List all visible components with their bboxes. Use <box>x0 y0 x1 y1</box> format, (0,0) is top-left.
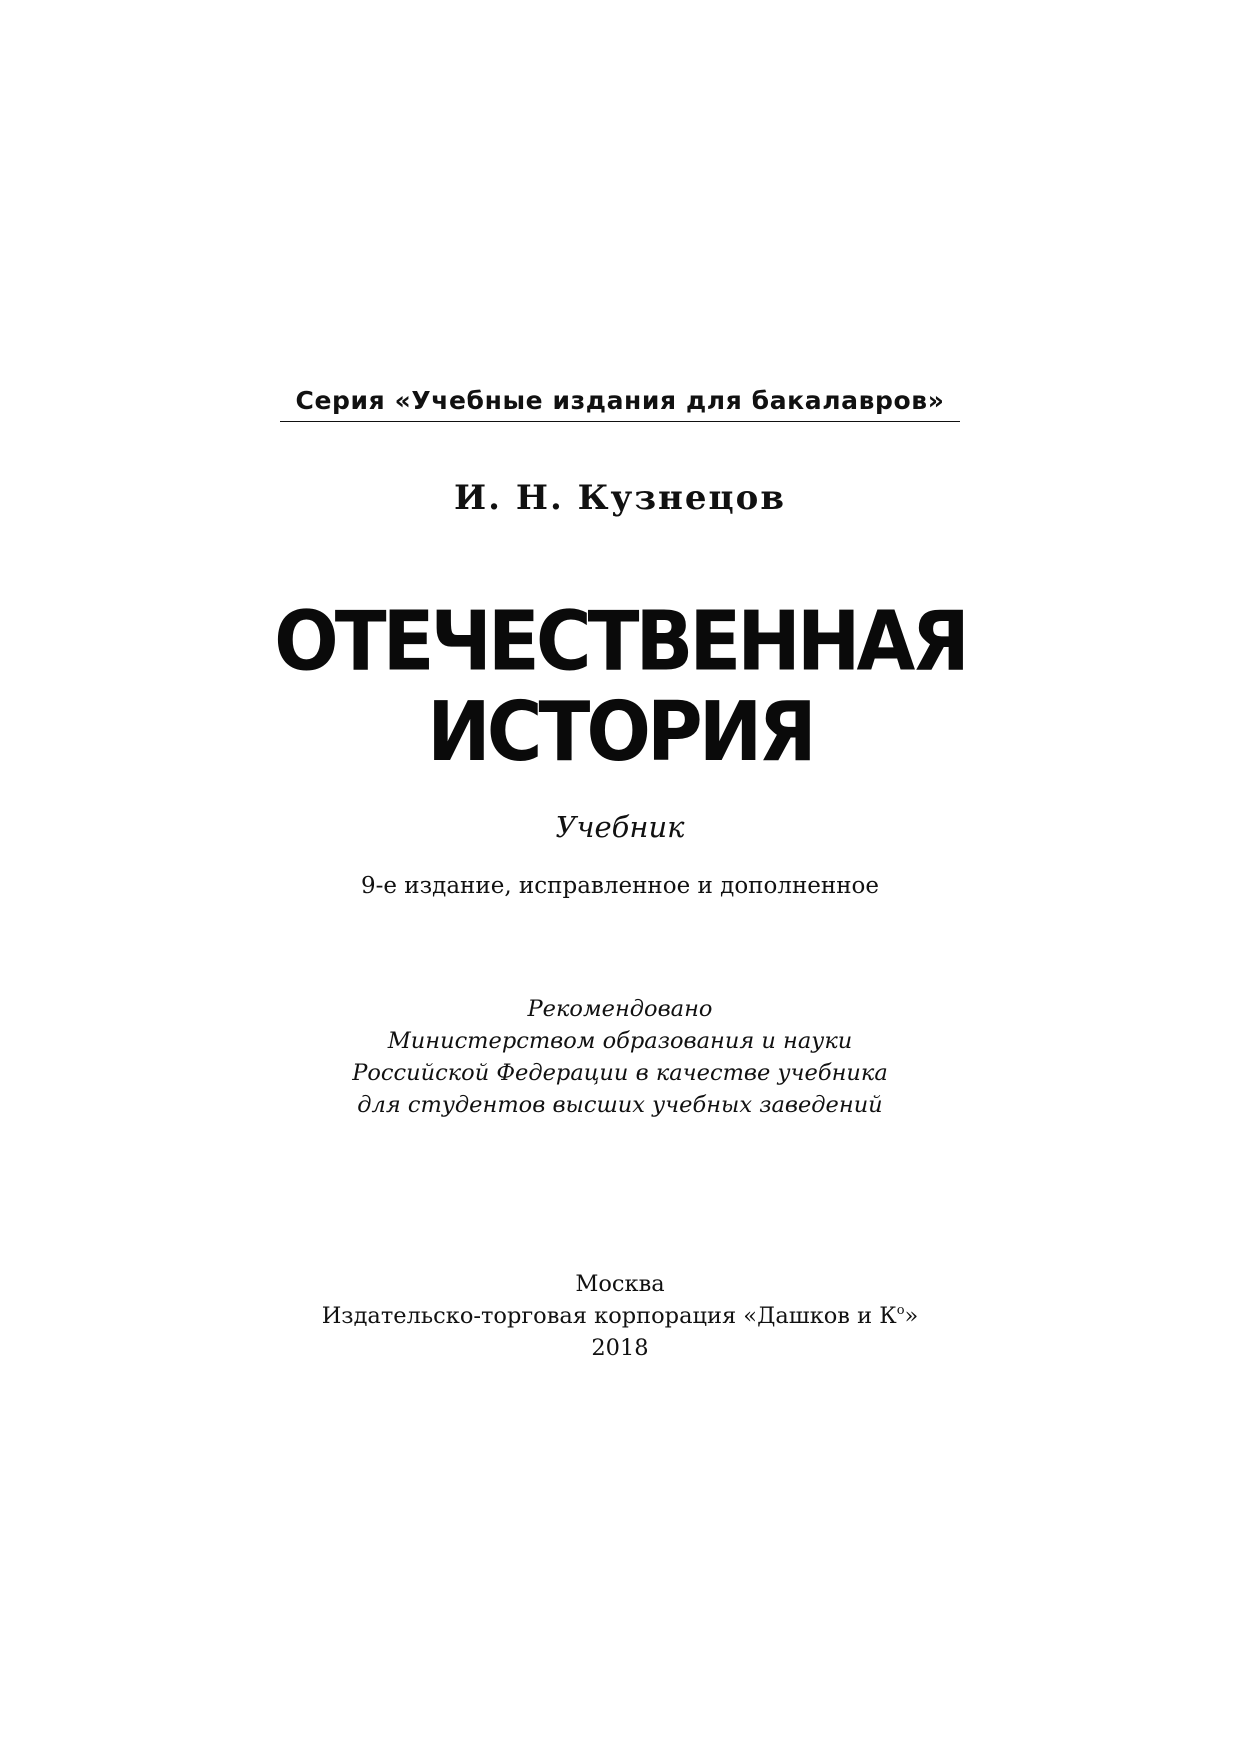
recommendation-line-1: Рекомендовано <box>527 996 713 1022</box>
edition-note: 9-е издание, исправленное и дополненное <box>360 873 880 899</box>
author-name: И. Н. Кузнецов <box>454 478 786 518</box>
book-title <box>0 592 1240 780</box>
imprint-publisher <box>0 1300 1240 1332</box>
publisher-superscript: о <box>896 1303 905 1318</box>
ministry-recommendation <box>0 993 1240 1121</box>
recommendation-line-3: Российской Федерации в качестве учебника <box>352 1060 888 1086</box>
recommendation-line-2: Министерством образования и науки <box>387 1028 853 1054</box>
recommendation-line-4: для студентов высших учебных заведений <box>357 1092 883 1118</box>
series-label: Серия «Учебные издания для бакалавров» <box>295 386 945 415</box>
imprint-city: Москва <box>575 1271 665 1297</box>
book-title-line-2: ИСТОРИЯ <box>427 683 813 780</box>
publisher-imprint <box>0 1268 1240 1364</box>
book-genre: Учебник <box>555 810 685 844</box>
series-header <box>280 384 960 422</box>
series-underline-rule <box>280 421 960 422</box>
imprint-year: 2018 <box>591 1335 649 1361</box>
book-title-line-1: ОТЕЧЕСТВЕННАЯ <box>274 592 966 689</box>
publisher-name: Издательско-торговая корпорация «Дашков и К <box>321 1303 897 1329</box>
publisher-closing-quote: » <box>904 1303 919 1329</box>
